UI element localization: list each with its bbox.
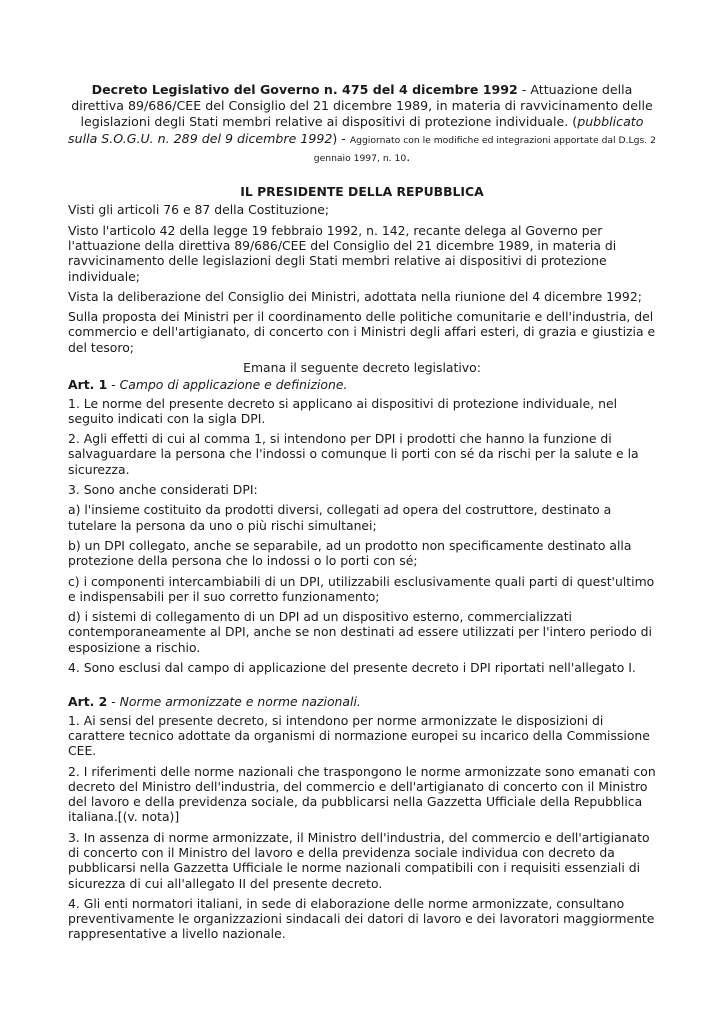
decree-title: Decreto Legislativo del Governo n. 475 del 4 dicembre 1992	[91, 82, 518, 97]
article-1-paragraph: a) l'insieme costituito da prodotti diversi, collegati ad opera del costruttore, destinato a tutelare la persona da uno o più rischi simultanei;	[68, 502, 612, 533]
article-1-paragraph: d) i sistemi di collegamento di un DPI ad un dispositivo esterno, commercializzati contemporaneamente al DPI, anche se non destinati ad essere utilizzati per l'intero periodo di esposizione a rischio.	[68, 609, 652, 655]
decree-subject: - Attuazione della direttiva 89/686/CEE del Consiglio del 21 dicembre 1989, in materia di ravvicinamento delle legislazioni degli Stati membri relative ai dispositivi di protezione individuale. (	[71, 82, 653, 130]
article-1-paragraph: 2. Agli effetti di cui al comma 1, si intendono per DPI i prodotti che hanno la funzione di salvaguardare la persona che l'indossi o comunque li porti con sé da rischi per la salute e la sicurezza.	[68, 431, 639, 477]
article-label: Art. 2	[68, 694, 108, 710]
article-2-paragraph: 3. In assenza di norme armonizzate, il Ministro dell'industria, del commercio e dell'artigianato di concerto con il Ministro del lavoro e della previdenza sociale individua con decreto da pubblicarsi nella Gazzetta Ufficiale le norme nazionali compatibili con i requisiti essenziali di sicurezza di cui all'allegato II del presente decreto.	[68, 829, 650, 891]
publication-reference: pubblicato sulla S.O.G.U. n. 289 del 9 dicembre 1992	[68, 114, 644, 146]
preamble-paragraph: Vista la deliberazione del Consiglio dei Ministri, adottata nella riunione del 4 dicembre 1992;	[68, 288, 642, 304]
article-2-paragraph: 2. I riferimenti delle norme nazionali che traspongono le norme armonizzate sono emanati con decreto del Ministro dell'industria, del commercio e dell'artigianato di concerto con il Ministro del lavoro e della previdenza sociale, da pubblicarsi nella Gazzetta Ufficiale della Repubblica italiana.[(v. nota)]	[68, 763, 656, 825]
preamble-paragraph: Visti gli articoli 76 e 87 della Costituzione;	[68, 202, 329, 218]
article-2-paragraph: 4. Gli enti normatori italiani, in sede di elaborazione delle norme armonizzate, consultano preventivamente le organizzazioni sindacali dei datori di lavoro e dei lavoratori maggiormente rappresentative a livello nazionale.	[68, 895, 655, 942]
preamble-heading: IL PRESIDENTE DELLA REPUBBLICA	[240, 184, 484, 200]
article-heading: Campo di applicazione e definizione.	[119, 377, 348, 393]
update-note: Aggiornato con le modifiche ed integrazioni apportate dal D.Lgs. 2 gennaio 1997, n. 10	[313, 134, 656, 164]
article-separator: -	[107, 377, 120, 393]
article-separator: -	[107, 694, 120, 710]
article-2-paragraph: 1. Ai sensi del presente decreto, si intendono per norme armonizzate le disposizioni di carattere tecnico adottate da organismi di normazione europei su incarico della Commissione CEE.	[68, 712, 650, 759]
preamble-paragraph: Sulla proposta dei Ministri per il coordinamento delle politiche comunitarie e dell'industria, del commercio e dell'artigianato, di concerto con i Ministri degli affari esteri, di grazia e giustizia e del tesoro;	[68, 309, 656, 355]
article-spacer	[68, 680, 656, 694]
article-1-paragraph: 4. Sono esclusi dal campo di applicazione del presente decreto i DPI riportati nell'allegato I.	[68, 660, 636, 676]
article-2-title	[68, 694, 656, 709]
article-1-paragraph: 1. Le norme del presente decreto si applicano ai dispositivi di protezione individuale, nel seguito indicati con la sigla DPI.	[68, 395, 618, 426]
header-separator: ) -	[332, 130, 350, 146]
article-1-paragraph: b) un DPI collegato, anche se separabile, ad un prodotto non specificamente destinato alla protezione della persona che lo indossi o lo porti con sé;	[68, 537, 632, 569]
enactment-clause: Emana il seguente decreto legislativo:	[243, 359, 481, 375]
header-period: .	[406, 148, 411, 164]
article-1-title	[68, 377, 656, 392]
document-page	[68, 82, 656, 947]
article-heading: Norme armonizzate e norme nazionali.	[119, 694, 361, 710]
article-1-paragraph: 3. Sono anche considerati DPI:	[68, 482, 258, 498]
article-1-paragraph: c) i componenti intercambiabili di un DPI, utilizzabili esclusivamente quali parti di quest'ultimo e indispensabili per il suo corretto funzionamento;	[68, 573, 655, 604]
preamble-paragraph: Visto l'articolo 42 della legge 19 febbraio 1992, n. 142, recante delega al Governo per l'attuazione della direttiva 89/686/CEE del Consiglio del 21 dicembre 1989, in materia di ravvicinamento delle legislazioni degli Stati membri relative ai dispositivi di protezione individuale;	[68, 222, 617, 284]
document-header	[68, 82, 656, 167]
article-label: Art. 1	[68, 377, 108, 393]
